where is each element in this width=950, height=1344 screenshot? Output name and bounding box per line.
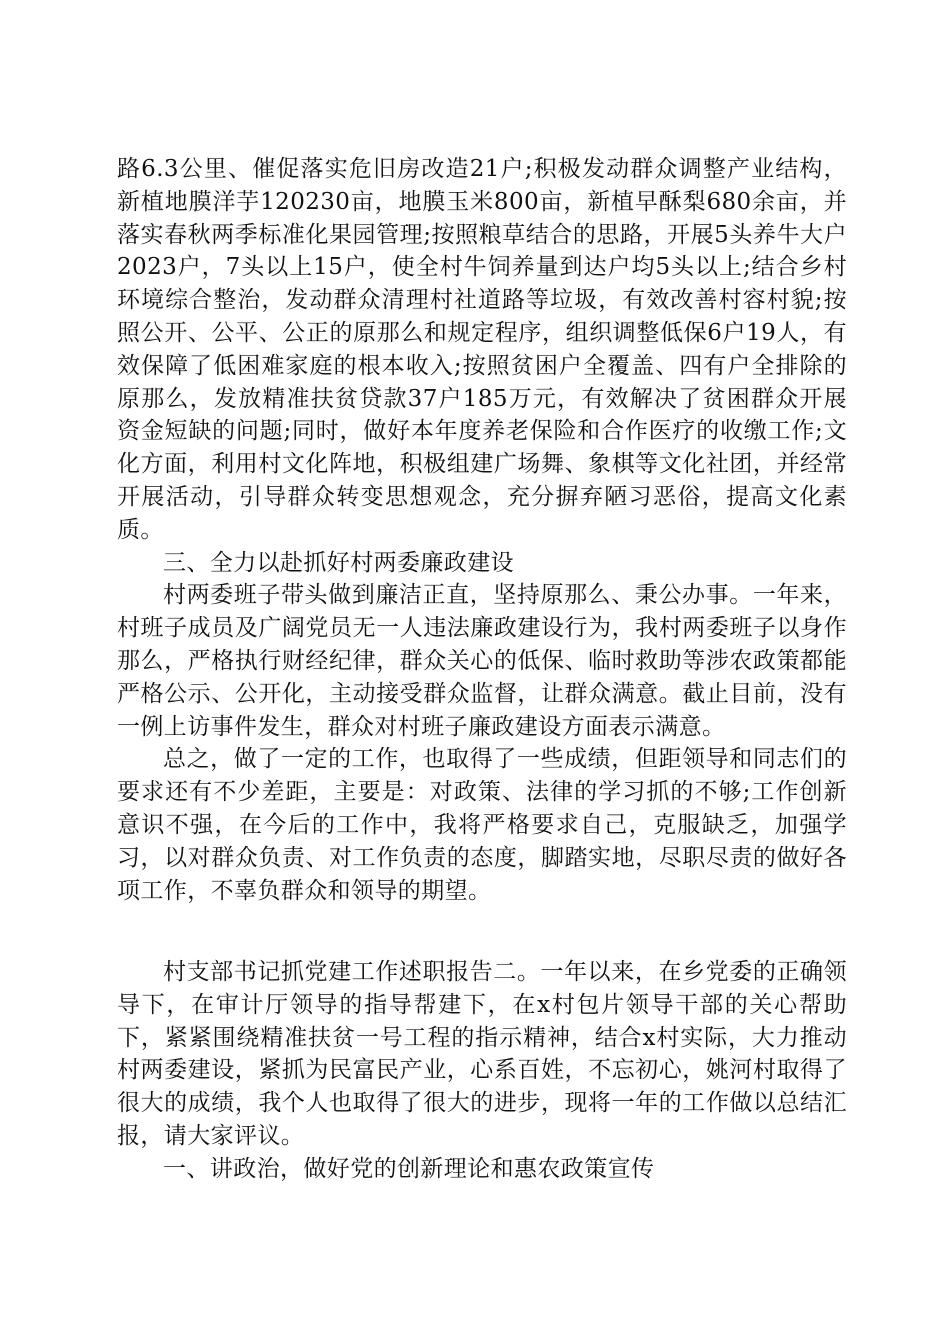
section-heading-three: 三、全力以赴抓好村两委廉政建设: [163, 549, 514, 576]
paragraph-summary: 总之，做了一定的工作，也取得了一些成绩，但距领导和同志们的要求还有不少差距，主要是：对政策、法律的学习抓的不够;工作创新意识不强，在今后的工作中，我将严格要求自己，克服缺乏，加强学习，以对群众负责、对工作负责的态度，脚踏实地，尽职尽责的做好各项工作，不辜负群众和领导的期望。: [117, 746, 847, 904]
section-heading-one: 一、讲政治，做好党的创新理论和惠农政策宣传: [163, 1155, 655, 1182]
report-section-two: [117, 956, 847, 1186]
report-section-one: [117, 153, 847, 907]
paragraph-intro: 村支部书记抓党建工作述职报告二。一年以来，在乡党委的正确领导下，在审计厅领导的指导帮建下，在x村包片领导干部的关心帮助下，紧紧围绕精准扶贫一号工程的指示精神，结合x村实际，大力推动村两委建设，紧抓为民富民产业，心系百姓，不忘初心，姚河村取得了很大的成绩，我个人也取得了很大的进步，现将一年的工作做以总结汇报，请大家评议。: [117, 959, 847, 1149]
paragraph-continuation: 路6.3公里、催促落实危旧房改造21户;积极发动群众调整产业结构，新植地膜洋芋120230亩，地膜玉米800亩，新植早酥梨680余亩，并落实春秋两季标准化果园管理;按照粮草结合的思路，开展5头养牛大户2023户，7头以上15户，使全村牛饲养量到达户均5头以上;结合乡村环境综合整治，发动群众清理村社道路等垃圾，有效改善村容村貌;按照公开、公平、公正的原那么和规定程序，组织调整低保6户19人，有效保障了低困难家庭的根本收入;按照贫困户全覆盖、四有户全排除的原那么，发放精准扶贫贷款37户185万元，有效解决了贫困群众开展资金短缺的问题;同时，做好本年度养老保险和合作医疗的收缴工作;文化方面，利用村文化阵地，积极组建广场舞、象棋等文化社团，并经常开展活动，引导群众转变思想观念，充分摒弃陋习恶俗，提高文化素质。: [117, 156, 847, 543]
paragraph-integrity: 村两委班子带头做到廉洁正直，坚持原那么、秉公办事。一年来，村班子成员及广阔党员无一人违法廉政建设行为，我村两委班子以身作那么，严格执行财经纪律，群众关心的低保、临时救助等涉农政策都能严格公示、公开化，主动接受群众监督，让群众满意。截止目前，没有一例上访事件发生，群众对村班子廉政建设方面表示满意。: [117, 582, 847, 740]
